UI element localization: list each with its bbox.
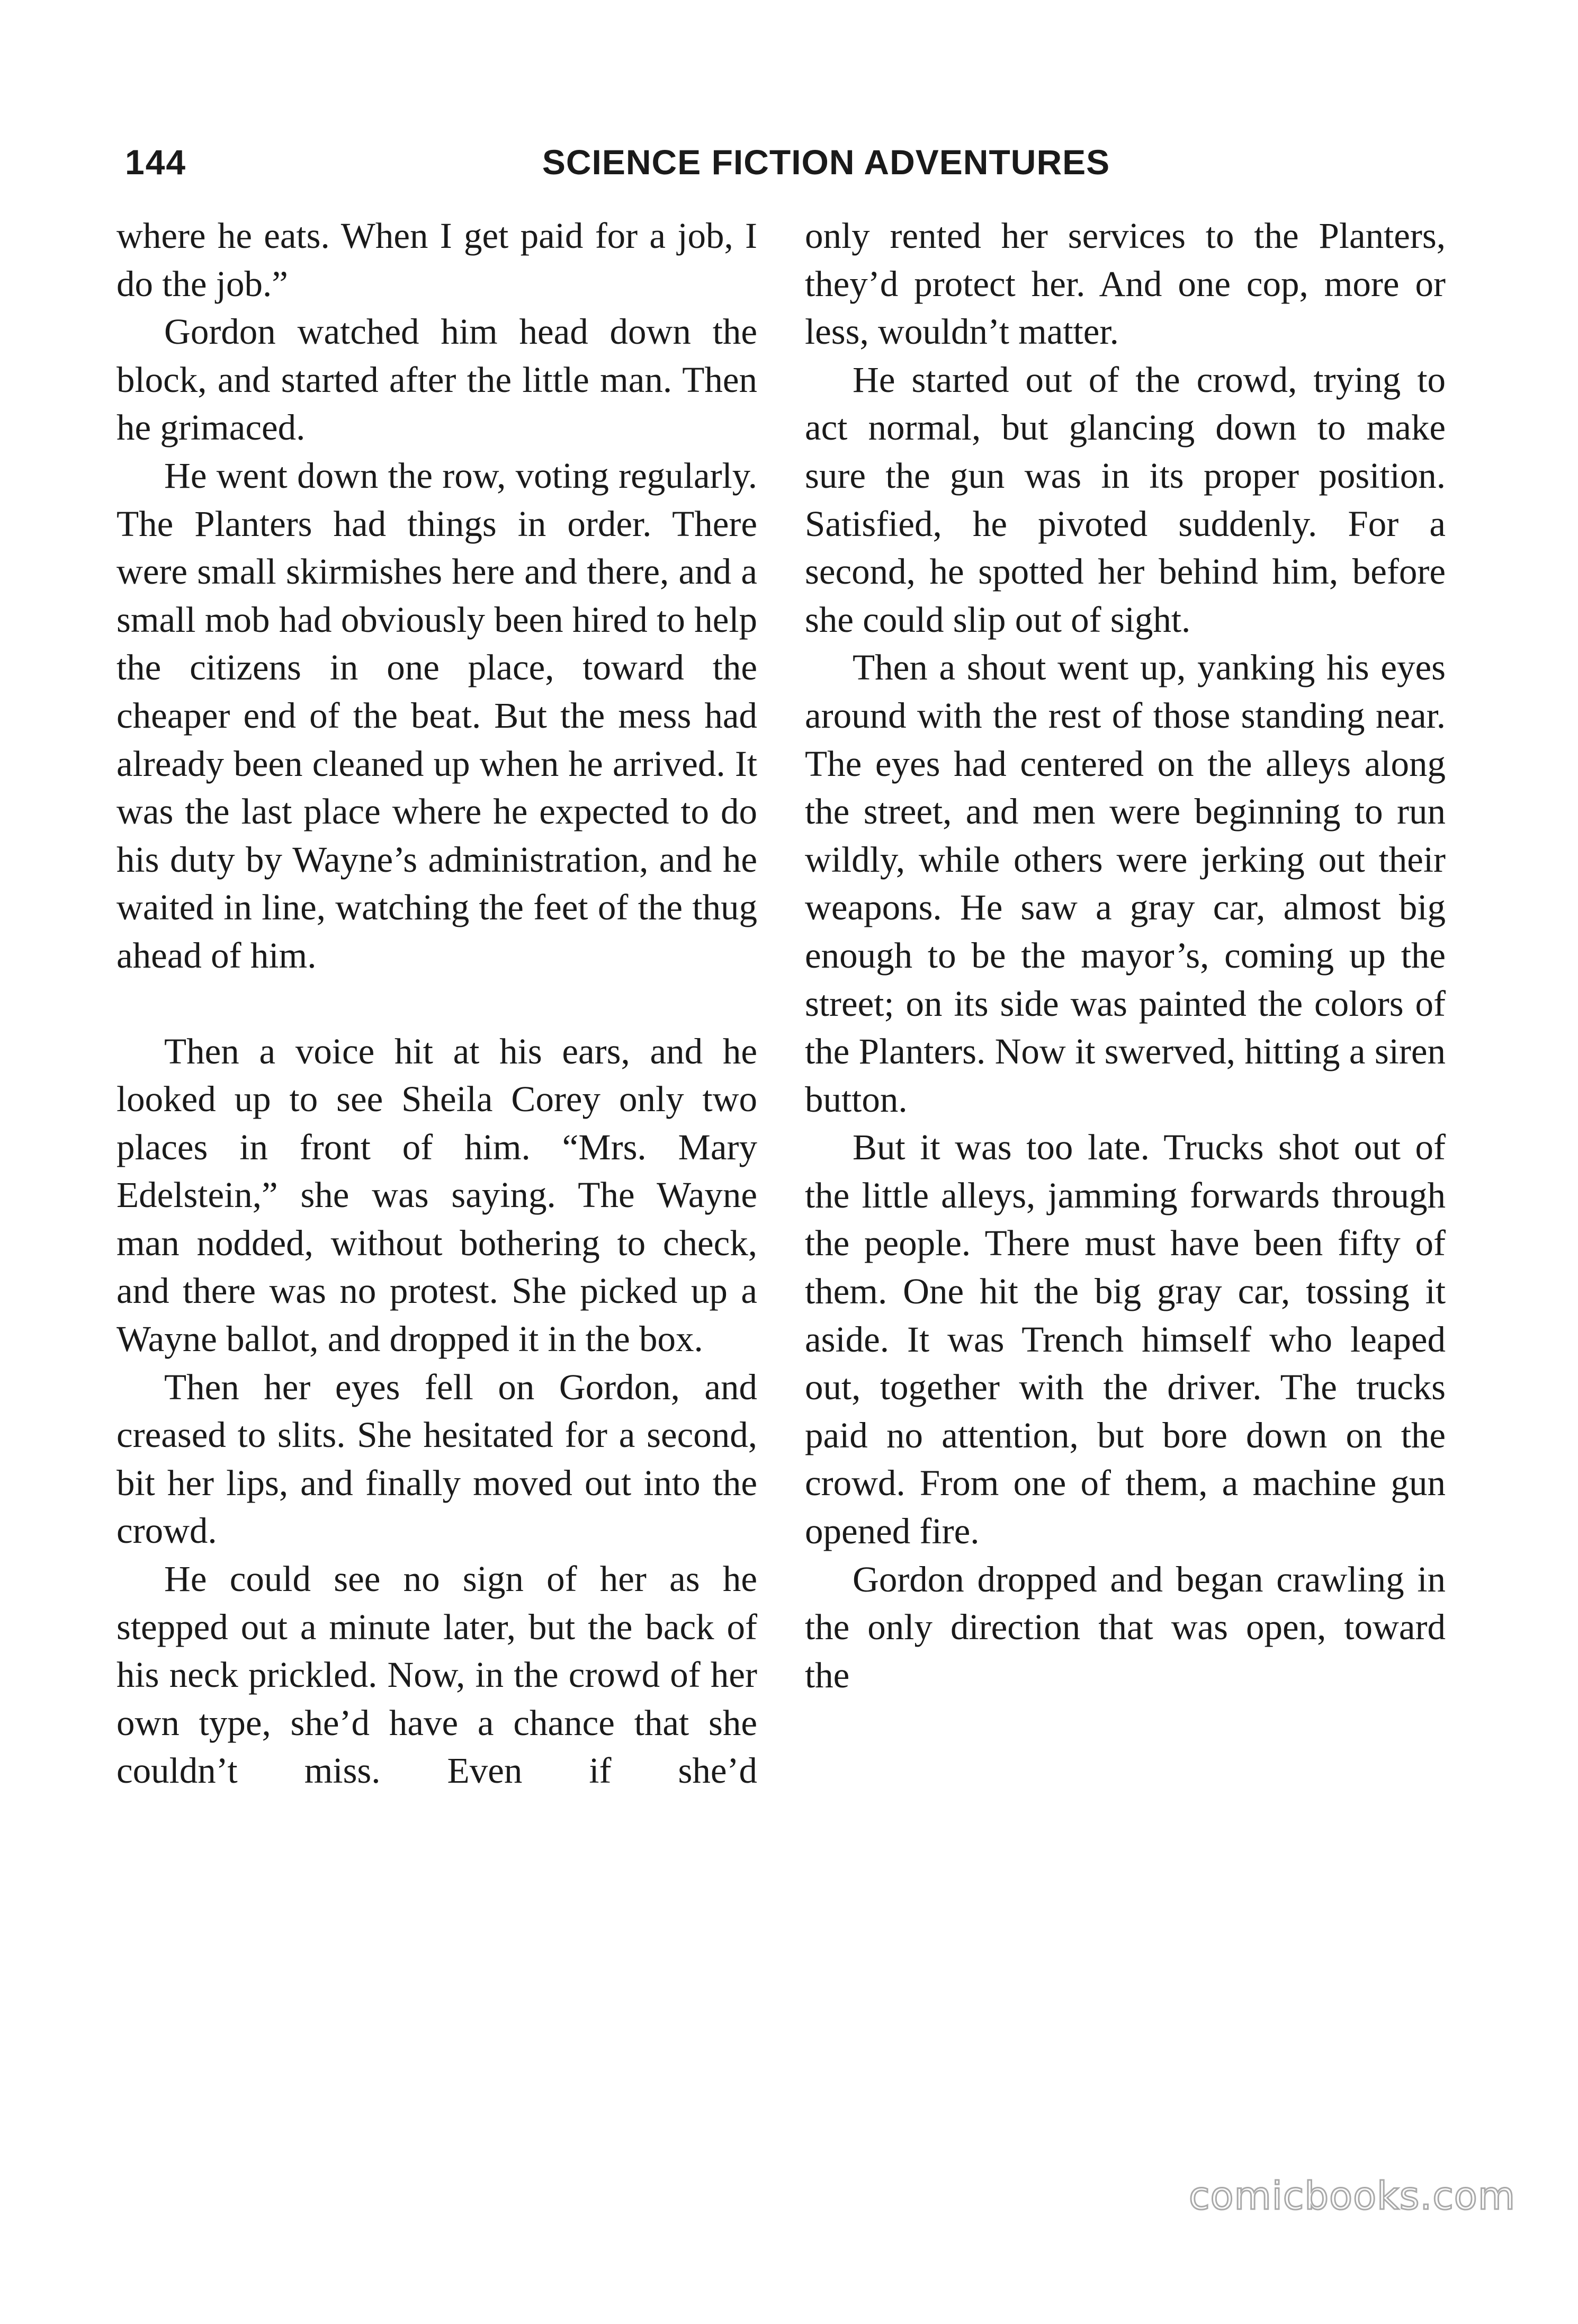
paragraph: He went down the row, voting regularly. The Planters had things in order. There were small skirmishes here and there, and a small mob had obviously been hired to help the citizens in one place, toward the cheaper end of the beat. But the mess had already been cleaned up when he arrived. It was the last place where he expected to do his duty by Wayne’s administration, and he waited in line, watching the feet of the thug ahead of him. (116, 455, 757, 976)
paragraph: where he eats. When I get paid for a job, I do the job.” (116, 216, 757, 304)
paragraph: Gordon dropped and began crawling in the only direction that was open, toward the (805, 1559, 1446, 1695)
paragraph: But it was too late. Trucks shot out of the little alleys, jamming forwards through the people. There must have been fifty of them. One hit the big gray car, tossing it aside. It was Trench himself who leaped out, together with the driver. The trucks paid no attention, but bore down on the crowd. From one of them, a machine gun opened fire. (805, 1127, 1446, 1552)
paragraph: only rented her services to the Planters, they’d protect her. And one cop, more or less, wouldn’t matter. (805, 216, 1446, 352)
page-number: 144 (125, 142, 187, 182)
paragraph: He could see no sign of her as he stepped out a minute later, but the back of his neck prickled. Now, in the crowd of her own type, she’d have a chance that she couldn’t miss. Even if she’d (116, 1559, 757, 1791)
right-column (805, 212, 1446, 1699)
paragraph: Then a voice hit at his ears, and he looked up to see Sheila Corey only two places in front of him. “Mrs. Mary Edelstein,” she was saying. The Wayne man nodded, without bothering to check, and there was no protest. She picked up a Wayne ballot, and dropped it in the box. (116, 1031, 757, 1360)
page-header (111, 142, 1467, 195)
paragraph: Gordon watched him head down the block, and started after the little man. Then he grimaced. (116, 311, 757, 448)
paragraph: Then her eyes fell on Gordon, and creased to slits. She hesitated for a second, bit her lips, and finally moved out into the crowd. (116, 1366, 757, 1551)
left-column (116, 212, 757, 1795)
running-title: SCIENCE FICTION ADVENTURES (542, 142, 1110, 182)
paragraph: He started out of the crowd, trying to act normal, but glancing down to make sure the gun was in its proper position. Satisfied, he pivoted suddenly. For a second, he spotted her behind him, before she could slip out of sight. (805, 359, 1446, 640)
paragraph: Then a shout went up, yanking his eyes around with the rest of those standing near. The eyes had centered on the alleys along the street, and men were beginning to run wildly, while others were jerking out their weapons. He saw a gray car, almost big enough to be the mayor’s, coming up the street; on its side was painted the colors of the Planters. Now it swerved, hitting a siren button. (805, 647, 1446, 1120)
watermark: comicbooks.com (1188, 2174, 1516, 2218)
